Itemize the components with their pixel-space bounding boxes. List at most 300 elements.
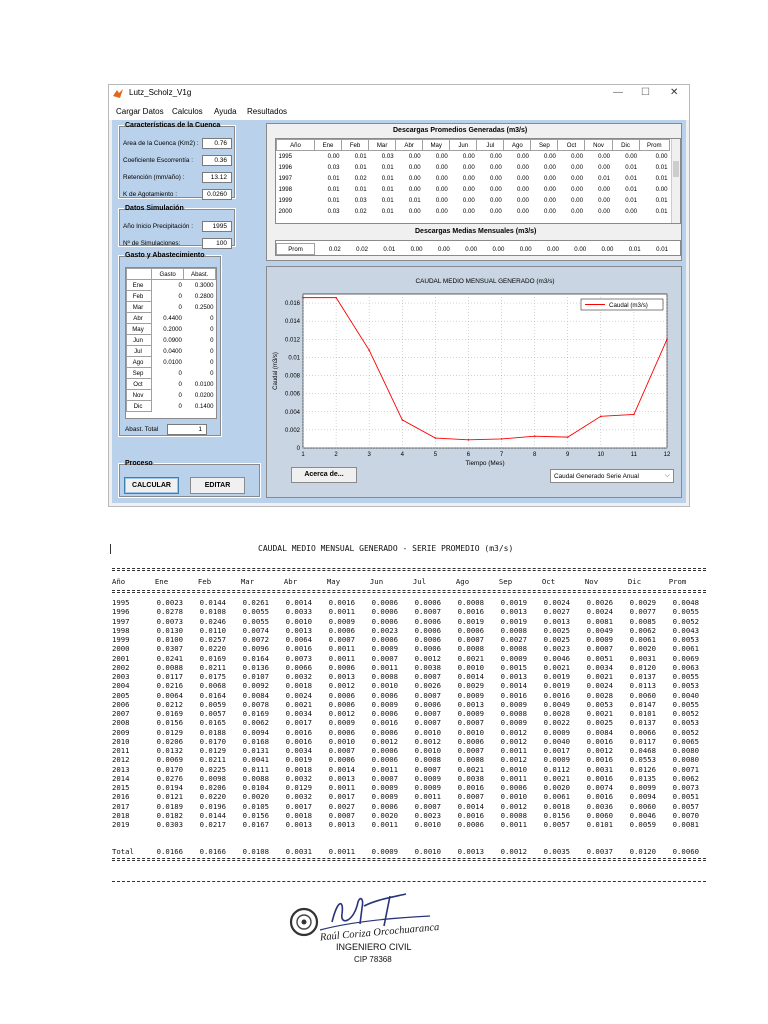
descargas-cell[interactable]: 0.00 [571,185,583,193]
gasto-table[interactable] [125,267,217,419]
prom-cell[interactable]: 0.02 [328,245,341,253]
menu-ayuda[interactable]: Ayuda [214,107,237,116]
abast-cell[interactable]: 0 [210,314,214,322]
report-row-cell: 0.0006 [457,625,484,635]
descargas-cell[interactable]: 0.00 [435,163,448,171]
data-point [468,439,470,441]
descargas-cell[interactable]: 0.00 [544,174,556,182]
report-row-cell: 0.0081 [586,616,613,626]
report-row-cell: 0.0012 [328,709,355,718]
report-row-cell: 0.0016 [586,736,613,746]
descargas-cell[interactable]: 0.00 [327,152,340,160]
descargas-row [277,151,670,162]
k-field[interactable]: 0.0260 [202,189,232,200]
descargas-cell[interactable]: 0.01 [655,196,668,204]
menu-resultados[interactable]: Resultados [247,107,288,116]
abast-cell[interactable]: 0 [210,325,214,333]
prom-cell[interactable]: 0.00 [547,245,559,253]
report-row-cell: 0.0017 [328,792,355,802]
report-row-cell: 0.0108 [199,607,226,617]
descargas-cell[interactable]: 0.00 [408,207,421,215]
descargas-cell[interactable]: 0.00 [571,196,583,204]
report-row-cell: 0.0027 [328,801,355,811]
report-row-cell: 0.0051 [672,792,699,802]
report-row-cell: 0.0052 [672,727,699,737]
report-row-cell: 0.0112 [543,764,570,774]
descargas-cell[interactable]: 0.00 [625,207,638,215]
descargas-cell[interactable]: 0.03 [381,152,394,160]
report-row-cell: 0.0553 [629,755,656,765]
descargas-cell[interactable]: 0.00 [598,196,611,204]
gasto-cell[interactable]: 0.4400 [163,314,182,322]
report-row-cell: 0.0055 [672,699,699,709]
report-row-cell: 2013 [112,764,130,774]
gasto-cell[interactable]: 0.0900 [163,336,182,344]
report-row-cell: 0.0060 [586,810,613,820]
abast-cell[interactable]: 0.1400 [194,402,214,410]
report-row-cell: 0.0032 [285,773,312,783]
descargas-cell[interactable]: 0.00 [517,185,529,193]
abast-cell[interactable]: 0 [210,347,214,355]
report-row-cell: 0.0021 [457,653,484,663]
descargas-panel [266,123,682,261]
descargas-cell[interactable]: 0.01 [625,196,638,204]
descargas-cell[interactable]: 0.00 [462,174,475,182]
gasto-row [127,401,216,412]
gasto-cell[interactable]: 0 [178,380,182,388]
report-total-cell: 0.0031 [285,847,312,857]
report-row-cell: 0.0010 [500,792,527,802]
report-row-cell: 0.0064 [156,690,183,700]
report-row-cell: 0.0071 [672,764,699,774]
report-row-cell: 0.0196 [199,801,226,811]
abast-cell[interactable]: 0 [210,358,214,366]
report-row-cell: 0.0129 [199,746,226,755]
report-row-cell: 0.0121 [156,792,183,802]
gasto-month: Ago [127,357,152,368]
report-total-cell: 0.0010 [414,847,441,857]
descargas-cell[interactable]: 0.00 [544,207,556,215]
report-row-cell: 0.0028 [586,690,613,700]
report-row-cell: 2017 [112,801,130,811]
descargas-cell[interactable]: 0.00 [489,174,502,182]
descargas-cell[interactable]: 0.00 [655,185,668,193]
gasto-row [127,390,216,401]
report-row-cell: 0.0049 [543,699,570,709]
menu-calculos[interactable]: Calculos [172,107,203,116]
descargas-cell[interactable]: 0.03 [327,163,340,171]
signature-cip: CIP 78368 [354,955,392,964]
report-row-cell: 0.0169 [242,709,269,718]
report-row-cell: 0.0007 [414,801,441,811]
x-tick-label: 10 [597,452,605,458]
descargas-cell[interactable]: 0.03 [327,207,340,215]
descargas-cell[interactable]: 0.00 [655,152,668,160]
retencion-field[interactable]: 13.12 [202,172,232,183]
report-row-cell: 0.0101 [629,709,656,718]
prom-cell[interactable]: 0.00 [410,245,423,253]
descargas-cell[interactable]: 0.01 [354,163,367,171]
report-row-cell: 0.0006 [328,690,355,700]
y-tick-label: 0.002 [284,427,300,434]
descargas-year[interactable]: 2000 [278,207,293,215]
report-row-cell: 0.0104 [242,783,269,792]
report-row-cell: 0.0009 [500,699,527,709]
data-point [600,415,602,417]
report-row-cell: 0.0009 [500,718,527,728]
report-row-cell: 0.0169 [156,709,183,718]
prom-cell[interactable]: 0.01 [628,245,641,253]
report-row-cell: 0.0468 [629,746,656,755]
abast-cell[interactable]: 0.3000 [194,281,214,289]
descargas-cell[interactable]: 0.00 [408,152,421,160]
report-total-cell: 0.0108 [242,847,269,857]
descargas-cell[interactable]: 0.00 [544,163,556,171]
report-row-cell: 0.0011 [500,746,527,755]
report-row-cell: 0.0144 [199,598,226,607]
descargas-cell[interactable]: 0.01 [381,163,394,171]
descargas-cell[interactable]: 0.00 [571,163,583,171]
report-total-cell: 0.0012 [500,847,527,857]
scroll-thumb[interactable] [673,161,679,177]
report-row-cell: 0.0099 [629,783,656,792]
report-row-cell: 0.0066 [285,662,312,672]
report-row-cell: 0.0020 [543,783,570,792]
descargas-cell[interactable]: 0.01 [598,174,611,182]
descargas-cell[interactable]: 0.01 [381,185,394,193]
descargas-header: Ago [504,140,531,151]
prom-cell[interactable]: 0.00 [465,245,478,253]
descargas-cell[interactable]: 0.00 [544,196,556,204]
prom-cell[interactable]: 0.00 [519,245,532,253]
coef-field[interactable]: 0.36 [202,155,232,166]
descargas-cell[interactable]: 0.00 [462,163,475,171]
anio-field[interactable]: 1995 [202,221,232,232]
descargas-year[interactable]: 1999 [278,196,293,204]
descargas-cell[interactable]: 0.00 [408,174,421,182]
caudal-chart [267,267,683,467]
descargas-cell[interactable]: 0.00 [462,152,475,160]
report-row-cell: 0.0033 [285,607,312,617]
report-row-cell: 0.0170 [199,736,226,746]
abast-cell[interactable]: 0.0200 [194,391,214,399]
report-row-cell: 0.0007 [414,607,441,617]
report-row [112,737,699,746]
descargas-cell[interactable]: 0.02 [354,174,367,182]
report-row-cell: 0.0129 [156,727,183,737]
report-total-cell: 0.0037 [586,847,613,857]
descargas-cell[interactable]: 0.00 [489,207,502,215]
report-row-cell: 0.0010 [500,764,527,774]
prom-table[interactable] [275,240,681,256]
report-row-cell: 0.0212 [156,699,183,709]
descargas-cell[interactable]: 0.00 [517,152,529,160]
descargas-cell[interactable]: 0.00 [435,174,448,182]
report-row-cell: 0.0063 [672,662,699,672]
report-row-cell: 0.0117 [629,736,656,746]
report-row-cell: 0.0008 [371,672,398,681]
descargas-cell[interactable]: 0.00 [462,185,475,193]
descargas-table[interactable] [275,138,681,224]
gasto-cell[interactable]: 0 [178,292,182,300]
report-row-cell: 0.0130 [156,625,183,635]
report-row [112,644,699,653]
abast-cell[interactable]: 0.0100 [194,380,214,388]
report-row-cell: 0.0007 [457,718,484,728]
descargas-cell[interactable]: 0.01 [327,185,340,193]
descargas-cell[interactable]: 0.00 [544,185,556,193]
descargas-cell[interactable]: 0.00 [571,174,583,182]
area-field[interactable]: 0.76 [202,138,232,149]
descargas-cell[interactable]: 0.00 [598,185,611,193]
report-row-cell: 0.0220 [199,792,226,802]
calcular-button[interactable]: CALCULAR [124,477,179,494]
report-row-cell: 0.0031 [586,764,613,774]
y-tick-label: 0 [296,446,300,452]
abast-cell[interactable]: 0.2800 [194,292,214,300]
report-row-cell: 0.0055 [242,607,269,617]
report-row-cell: 2016 [112,792,130,802]
descargas-cell[interactable]: 0.00 [598,207,611,215]
report-row-cell: 0.0080 [672,755,699,765]
gasto-month: Oct [127,379,152,390]
descargas-cell[interactable]: 0.01 [327,196,340,204]
report-row [112,820,699,829]
report-row-cell: 0.0088 [242,773,269,783]
abast-total-field[interactable]: 1 [167,424,207,435]
descargas-year[interactable]: 1996 [278,163,293,171]
descargas-cell[interactable]: 0.01 [625,174,638,182]
report-row [112,672,699,681]
y-tick-label: 0.014 [284,319,300,326]
descargas-cell[interactable]: 0.00 [517,163,529,171]
descargas-cell[interactable]: 0.01 [354,185,367,193]
descargas-cell[interactable]: 0.01 [381,207,394,215]
descargas-cell[interactable]: 0.01 [655,174,668,182]
descargas-cell[interactable]: 0.00 [489,185,502,193]
report-row-cell: 0.0016 [543,690,570,700]
report-row-cell: 0.0034 [285,746,312,755]
descargas-cell[interactable]: 0.00 [625,152,638,160]
prom-cell[interactable]: 0.00 [437,245,450,253]
report-row-cell: 0.0131 [242,746,269,755]
abast-cell[interactable]: 0.2500 [194,303,214,311]
minimize-icon[interactable]: — [613,87,623,98]
report-row-cell: 2012 [112,755,130,765]
descargas-cell[interactable]: 0.00 [462,196,475,204]
descargas-cell[interactable]: 0.00 [517,207,529,215]
descargas-cell[interactable]: 0.01 [655,207,668,215]
gasto-cell[interactable]: 0 [178,303,182,311]
report-row-cell: 0.0015 [500,662,527,672]
report-row-cell: 0.0013 [328,773,355,783]
report-row-cell: 0.0024 [586,681,613,691]
retencion-label: Retención (mm/año) : [123,174,185,181]
descargas-row [277,195,670,206]
report-row-cell: 0.0164 [242,653,269,663]
descargas-cell[interactable]: 0.02 [354,207,367,215]
plot-area [303,294,667,448]
descargas-cell[interactable]: 0.01 [655,163,668,171]
descargas-cell[interactable]: 0.01 [625,185,638,193]
gasto-cell[interactable]: 0.0400 [163,347,182,355]
descargas-year[interactable]: 1997 [278,174,293,182]
report-row-cell: 0.0276 [156,773,183,783]
gasto-cell[interactable]: 0 [178,281,182,289]
abast-cell[interactable]: 0 [210,369,214,377]
descargas-cell[interactable]: 0.00 [489,163,502,171]
report-row-cell: 0.0041 [242,755,269,765]
report-rule-top [112,568,706,569]
report-row-cell: 0.0034 [285,709,312,718]
acerca-button[interactable]: Acerca de... [291,467,357,483]
report-row-cell: 0.0009 [414,773,441,783]
report-row-cell: 0.0069 [156,755,183,765]
descargas-cell[interactable]: 0.01 [354,152,367,160]
report-row-cell: 0.0021 [586,672,613,681]
report-row-cell: 0.0225 [199,764,226,774]
prom-cell[interactable]: 0.00 [601,245,614,253]
descargas-cell[interactable]: 0.00 [571,207,583,215]
report-spacer [112,587,699,598]
report-row-cell: 0.0165 [199,718,226,728]
descargas-scrollbar[interactable] [671,139,680,223]
descargas-cell[interactable]: 0.00 [598,152,611,160]
descargas-cell[interactable]: 0.00 [435,185,448,193]
descargas-cell[interactable]: 0.00 [598,163,611,171]
serie-select[interactable] [550,469,674,483]
descargas-cell[interactable]: 0.01 [625,163,638,171]
report-row-cell: 0.0147 [629,699,656,709]
data-point [567,436,569,438]
report-row-cell: 0.0062 [672,773,699,783]
menu-cargar-datos[interactable]: Cargar Datos [116,107,164,116]
descargas-cell[interactable]: 0.00 [517,174,529,182]
report-row-cell: 0.0017 [285,718,312,728]
descargas-cell[interactable]: 0.00 [517,196,529,204]
descargas-cell[interactable]: 0.01 [381,174,394,182]
prom-cell[interactable]: 0.01 [656,245,668,253]
x-tick-label: 7 [499,452,504,458]
gasto-cell[interactable]: 0 [178,369,182,377]
gasto-cell[interactable]: 0.2000 [163,325,182,333]
gasto-row [127,346,216,357]
report-row [112,635,699,644]
report-row-cell: 0.0088 [156,662,183,672]
report-total-cell: 0.0166 [156,847,183,857]
editar-button[interactable]: EDITAR [190,477,245,494]
prom-cell[interactable]: 0.01 [383,245,396,253]
report-row [112,598,699,607]
report-row-cell: 0.0018 [285,810,312,820]
report-row-cell: 0.0053 [586,699,613,709]
report-header-cell: Feb [197,576,212,586]
report-header-cell: Ene [154,576,169,586]
descargas-cell[interactable]: 0.00 [408,185,421,193]
descargas-year[interactable]: 1998 [278,185,293,193]
report-row-cell: 0.0168 [242,736,269,746]
report-row-cell: 0.0019 [500,616,527,626]
report-row-cell: 0.0188 [199,727,226,737]
report-row-cell: 0.0006 [371,755,398,765]
report-row-cell: 0.0117 [156,672,183,681]
report-row-cell: 0.0073 [285,653,312,663]
report-row-cell: 0.0006 [371,690,398,700]
descargas-cell[interactable]: 0.00 [489,196,502,204]
report-row-cell: 0.0007 [414,718,441,728]
gasto-cell[interactable]: 0.0100 [163,358,182,366]
prom-cell[interactable]: 0.02 [356,245,369,253]
report-row-cell: 0.0013 [500,672,527,681]
report-row-cell: 0.0012 [500,736,527,746]
report-row-cell: 0.0006 [414,598,441,607]
descargas-year[interactable]: 1995 [278,152,293,160]
descargas-cell[interactable]: 0.00 [544,152,556,160]
gasto-row [127,357,216,368]
report-row-cell: 2008 [112,718,130,728]
gasto-header-blank [127,269,152,280]
report-row-cell: 0.0094 [629,792,656,802]
report-row-cell: 0.0012 [414,736,441,746]
y-tick-label: 0.012 [284,337,300,344]
gasto-legend: Gasto y Abastecimiento [125,252,205,259]
nsim-field[interactable]: 100 [202,238,232,249]
report-header-cell: Año [112,576,126,586]
prom-cell[interactable]: 0.00 [492,245,505,253]
descargas-cell[interactable]: 0.01 [327,174,340,182]
gasto-row [127,280,216,291]
descargas-cell[interactable]: 0.00 [435,207,448,215]
gasto-month: May [127,324,152,335]
maximize-icon[interactable]: ☐ [641,87,650,98]
gasto-cell[interactable]: 0 [178,391,182,399]
report-row-cell: 0.0022 [543,718,570,728]
report-row-cell: 0.0156 [543,810,570,820]
report-header-cell: Jun [369,576,384,586]
report-row-cell: 0.0013 [328,820,355,829]
signature-name: Raúl Coriza Orcochuaranca [319,921,440,944]
report-row-cell: 0.0006 [371,607,398,617]
prom-label: Prom [277,244,315,255]
descargas-cell[interactable]: 0.00 [408,163,421,171]
report-row-cell: 0.0113 [629,681,656,691]
descargas-cell[interactable]: 0.01 [381,196,394,204]
descargas-header: Abr [396,140,423,151]
report-row-cell: 0.0021 [457,764,484,774]
x-tick-label: 9 [566,452,570,458]
report-row-cell: 0.0040 [543,736,570,746]
abast-cell[interactable]: 0 [210,336,214,344]
x-tick-label: 1 [301,452,305,458]
prom-cell[interactable]: 0.00 [574,245,587,253]
report-header-cell: Prom [668,576,687,586]
data-point [435,437,437,439]
descargas-cell[interactable]: 0.01 [408,196,421,204]
close-icon[interactable]: ✕ [670,87,679,98]
report-row-cell: 0.0167 [242,820,269,829]
report-row-cell: 0.0011 [371,662,398,672]
descargas-cell[interactable]: 0.00 [462,207,475,215]
descargas-cell[interactable]: 0.00 [489,152,502,160]
descargas-cell[interactable]: 0.03 [354,196,367,204]
report-row-cell: 0.0046 [629,810,656,820]
descargas-cell[interactable]: 0.00 [571,152,583,160]
descargas-cell[interactable]: 0.00 [435,152,448,160]
descargas-cell[interactable]: 0.00 [435,196,448,204]
gasto-cell[interactable]: 0 [178,402,182,410]
gasto-row [127,368,216,379]
gasto-row [127,291,216,302]
